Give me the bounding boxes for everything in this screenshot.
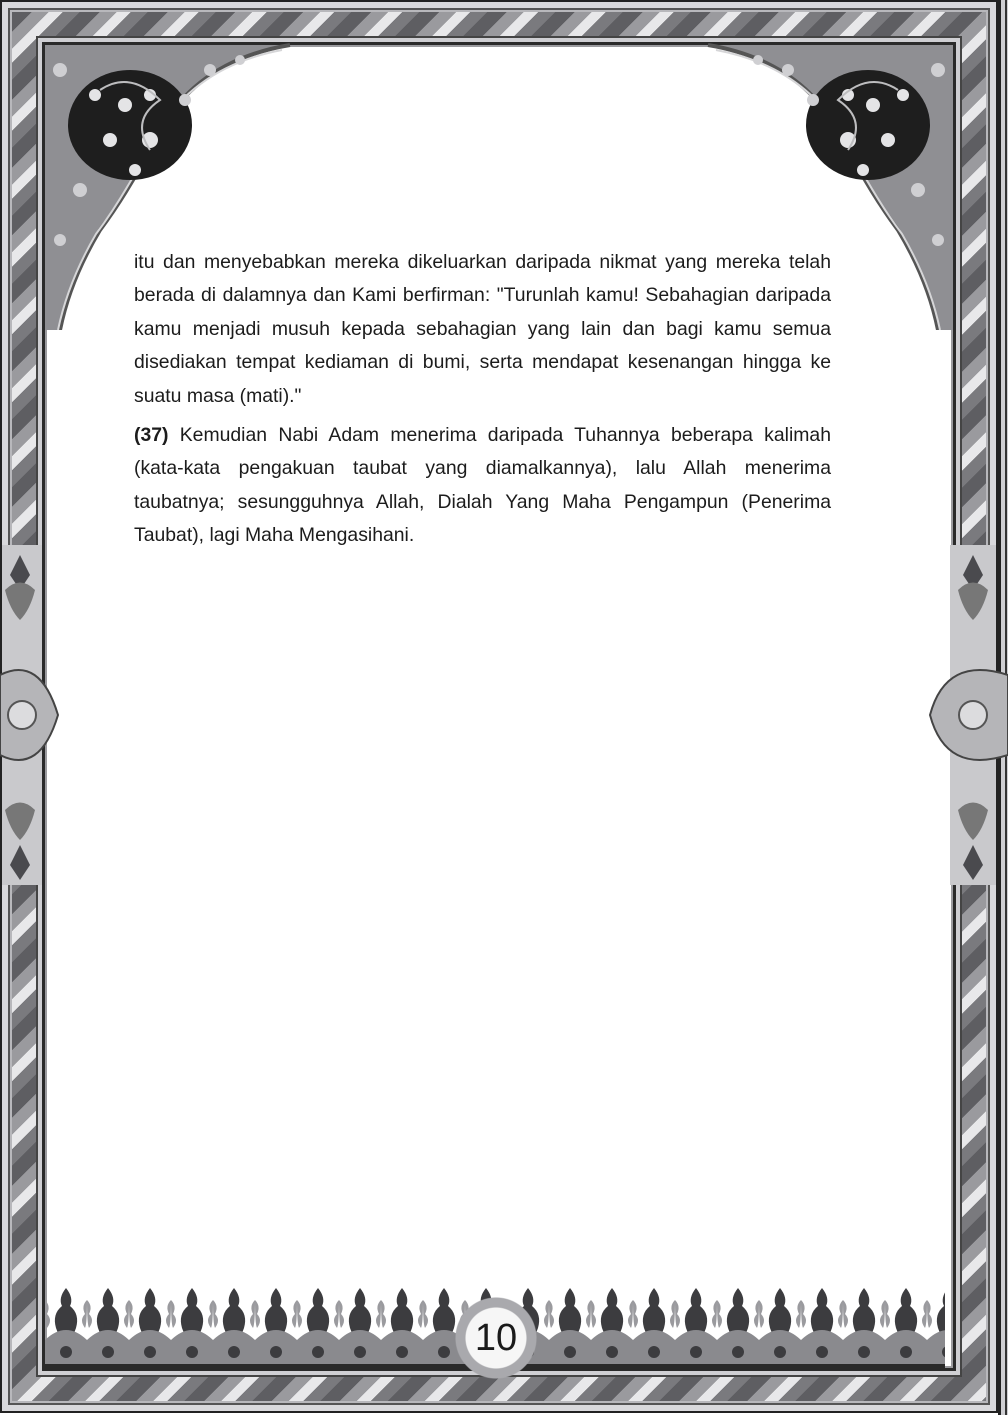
page-number-badge — [454, 1296, 538, 1380]
verse-number: (37) — [134, 424, 169, 447]
paragraph-2-text: Kemudian Nabi Adam menerima daripada Tuhannya beberapa kalimah (kata-kata pengakuan taubat yang diamalkannya), lalu Allah menerima taubatnya; sesungguhnya Allah, Dialah Yang Maha Pengampun (Penerima Taubat), lagi Maha Mengasihani. — [134, 424, 831, 547]
paragraph-verse-37 — [134, 419, 831, 553]
medallion-right-ornament — [928, 545, 1008, 885]
medallion-left-ornament — [0, 545, 60, 885]
paragraph-1-text: itu dan menyebabkan mereka dikeluarkan daripada nikmat yang mereka telah berada di dalamnya dan Kami berfirman: "Turunlah kamu! Sebahagian daripada kamu menjadi musuh kepada sebahagian yang lain dan bagi kamu semua disediakan tempat kediaman di bumi, serta mendapat kesenangan hingga ke suatu masa (mati)." — [134, 251, 831, 407]
page-number: 10 — [474, 1317, 518, 1359]
body-text — [134, 246, 831, 559]
paragraph-1 — [134, 246, 831, 413]
